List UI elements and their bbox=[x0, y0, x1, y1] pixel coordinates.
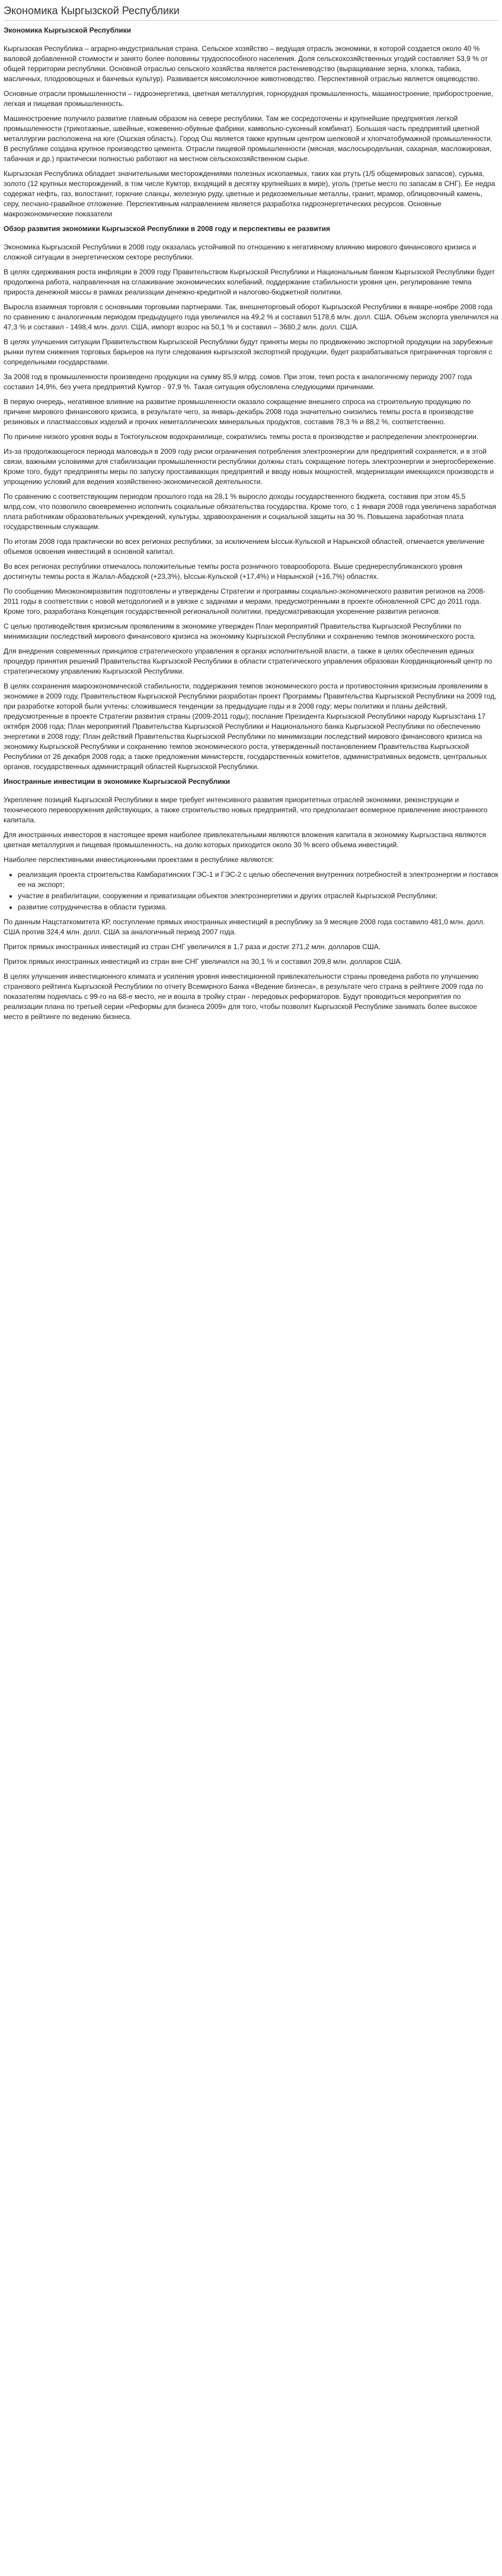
paragraph: Из-за продолжающегося периода маловодья в 2009 году риски ограничения потребления электроэнергии для предприятий сохраняется, и в этой связи, важными условиями для стабилизации промышленности республики должны стать сокращение потерь электроэнергии и энергосбережение. Кроме того, будут предприняты меры по запуску простаивающих предприятий и вводу новых мощностей, модернизации имеющихся производств и упрощению условий для ведения хозяйственно-экономической деятельности. bbox=[4, 447, 496, 486]
paragraph: В целях улучшения инвестиционного климата и усиления уровня инвестиционной привлекательности страны проведена работа по улучшению странового рейтинга Кыргызской Республики по отчету Всемирного Банка «Ведение бизнеса», в результате чего страна в рейтинге 2009 года по показателям поднялась с 99-го на 68-е место, не и вошла в тройку стран - передовых реформаторов. Будут проводиться мероприятия по реализации плана по третьей серии «Реформы для бизнеса 2009» для того, чтобы позволит Кыргызской Республике занимать более высокое место в рейтинге по ведению бизнеса. bbox=[4, 972, 484, 1021]
paragraph: Во всех регионах республики отмечалось положительные темпы роста розничного товарооборота. Выше среднереспубликанского уровня достигнуты темпы роста в Жалал-Абадской (+23,3%), Ыссык-Кульской (+17,4%) и Нарынской (+16,7%) областях. bbox=[4, 562, 463, 581]
paragraph: В целях улучшения ситуации Правительством Кыргызской Республики будут приняты меры по продвижению экспортной продукции на зарубежные рынки путем снижения торговых барьеров на пути следования кыргызской экспортной продукции, будет разрабатываться приграничная торговля с сопредельными государствами. bbox=[4, 338, 493, 366]
list-item: • участие в реабилитации, сооружении и приватизации объектов электроэнергетики и других отраслей Кыргызской Республики; bbox=[18, 891, 498, 901]
paragraph: Укрепление позиций Кыргызской Республики в мире требует интенсивного развития приоритетных отраслей экономики, реконструкции и технического перевооружения действующих, а также строительство новых предприятий, что предполагает всемерное привлечение иностранного капитала. bbox=[4, 796, 488, 824]
paragraph: В целях сохранения макроэкономической стабильности, поддержания темпов экономического роста и противостояния кризисным проявлениям в экономике в 2009 году, Правительством Кыргызской Республики разработан проект Программы Правительства Кыргызской Республики на 2009 год, при разработке которой были учтены: сложившиеся тенденции за предыдущие годы и в 2008 году; меры политики и планы действий, предусмотренные в проекте Стратегии развития страны (2009-2011 годы); послание Президента Кыргызской Республики народу Кыргызстана 17 октября 2008 года; План мероприятий Правительства Кыргызской Республики и Национального банка Кыргызской Республики по обеспечению энергетики в 2008 году; План действий Правительства Кыргызской Республики по минимизации последствий мирового финансового кризиса на экономику Кыргызской Республики и сохранению темпов экономического роста, утвержденный постановлением Правительства Кыргызской Республики от 26 декабря 2008 года; а также предложения министерств, государственных комитетов, административных ведомств, центральных органов, государственных администраций областей Кыргызской Республики. bbox=[4, 682, 497, 771]
paragraph: Выросла взаимная торговля с основными торговыми партнерами. Так, внешнеторговый оборот Кыргызской Республики в январе-ноябре 2008 года по сравнению с аналогичным периодом предыдущего года увеличился на 49,2 % и составил 5178,6 млн. долл. США. Объем экспорта увеличился на 47,3 % и составил - 1498,4 млн. долл. США, импорт возрос на 50,1 % и составил – 3680,2 млн. долл. США. bbox=[4, 303, 498, 331]
section-heading-review: Обзор развития экономики Кыргызской Республики в 2008 году и перспективы ее развития bbox=[4, 225, 331, 233]
paragraph: Кыргызская Республика обладает значительными месторождениями полезных ископаемых, таких как ртуть (1/5 общемировых запасов), сурьма, золото (12 крупных месторождений, в том числе Кумтор, входящий в десятку крупнейших в мире), уголь (третье место по запасам в СНГ). Ее недра содержат нефть, газ, волостанит, горючие сланцы, железную руду, цветные и редкоземельные металлы, гранит, мрамор, облицовочный камень, серу, песчано-гравийное отложение. Перспективным направлением является разработка гидроэнергетических ресурсов. Основные макроэкономические показатели bbox=[4, 169, 495, 218]
paragraph: Основные отрасли промышленности – гидроэнергетика, цветная металлургия, горнорудная промышленность, машиностроение, приборостроение, легкая и пищевая промышленность. bbox=[4, 89, 494, 108]
paragraph: За 2008 год в промышленности произведено продукции на сумму 85,9 млрд. сомов. При этом, темп роста к аналогичному периоду 2007 года составил 14,9%, без учета предприятий Кумтор - 97,9 %. Такая ситуация обусловлена следующими причинами. bbox=[4, 373, 472, 391]
paragraph: Экономика Кыргызской Республики в 2008 году оказалась устойчивой по отношению к негативному влиянию мирового финансового кризиса и сложной ситуации в энергетическом секторе республики. bbox=[4, 243, 477, 261]
list-item: • реализация проекта строительства Камбаратинских ГЭС-1 и ГЭС-2 с целью обеспечения внутренних потребностей в электроэнергии и поставок ее на экспорт; bbox=[18, 870, 498, 890]
paragraph: По сравнению с соответствующим периодом прошлого года на 28,1 % выросло доходы государственного бюджета, составив при этом 45,5 млрд.сом, что позволило своевременно исполнить социальные обязательства государства. Кроме того, с 1 января 2008 года увеличена заработная плата работникам образовательных учреждений, культуры, здравоохранения и социальной защиты на 30 %. Повышена заработная плата государственным служащим. bbox=[4, 492, 496, 531]
paragraph: Для иностранных инвесторов в настоящее время наиболее привлекательными являются вложения капитала в экономику Кыргызстана являются цветная металлургия и пищевая промышленность, на долю которых приходится около 30 % всего объема инвестиций. bbox=[4, 831, 487, 849]
paragraph: По причине низкого уровня воды в Токтогульском водохранилище, сократились темпы роста в производстве и распределении электроэнергии. bbox=[4, 432, 479, 441]
paragraph: Кыргызская Республика – аграрно-индустриальная страна. Сельское хозяйство – ведущая отрасль экономики, в которой создается около 40 % валовой добавленной стоимости и занято более половины трудоспособного населения. Доля сельскохозяйственных угодий составляет 53,9 % от общей территории республики. Основной отраслью сельского хозяйства является растениеводство (выращивание зерна, хлопка, табака, масличных, плодоовощных и бахчевых культур). Развивается мясомолочное животноводство. Перспективной отраслью является овцеводство. bbox=[4, 44, 488, 83]
section-heading-investment: Иностранные инвестиции в экономике Кыргызской Республики bbox=[4, 777, 230, 786]
page-title: Экономика Кыргызской Республики bbox=[4, 5, 180, 17]
section-heading-economy: Экономика Кыргызской Республики bbox=[4, 26, 132, 34]
paragraph: С целью противодействия кризисным проявлениям в экономике утвержден План мероприятий Правительства Кыргызской Республики по минимизации последствий мирового финансового кризиса на экономику Кыргызской Республики и сохранению темпов экономического роста. bbox=[4, 622, 476, 640]
paragraph: Наиболее перспективными инвестиционными проектами в республике являются: bbox=[4, 856, 274, 864]
paragraph: По итогам 2008 года практически во всех регионах республики, за исключением Ыссык-Кульской и Нарынской областей, отмечается увеличение объемов освоения инвестиций в основной капитал. bbox=[4, 537, 485, 556]
paragraph: Для внедрения современных принципов стратегического управления в органах исполнительной власти, а также в целях обеспечения единых процедур принятия решений Правительства Кыргызской Республики в области стратегического управления образован Координационный центр по стратегическому управлению Кыргызской Республики. bbox=[4, 647, 493, 675]
paragraph: Приток прямых иностранных инвестиций из стран СНГ увеличился в 1,7 раза и достиг 271,2 млн. долларов США. bbox=[4, 943, 381, 951]
paragraph: В первую очередь, негативное влияние на развитие промышленности оказало сокращение внешнего спроса на строительную продукцию по причине мирового финансового кризиса, в результате чего, за январь-декабрь 2008 года значительно снизились темпы роста в производстве резиновых и пластмассовых изделий и прочих неметаллических минеральных продуктов, составив 78,3 % и 88,2 %, соответственно. bbox=[4, 398, 474, 426]
investment-projects-list bbox=[4, 870, 498, 912]
title-divider bbox=[4, 20, 498, 21]
paragraph: В целях сдерживания роста инфляции в 2009 году Правительством Кыргызской Республики и Национальным банком Кыргызской Республики будет продолжена работа, направленная на сглаживание экономических колебаний, поддержание стабильности уровня цен, регулирование темпа прироста денежной массы в рамках реализации денежно-кредитной и налогово-бюджетной политики. bbox=[4, 268, 495, 296]
list-item: • развитие сотрудничества в области туризма. bbox=[18, 902, 498, 912]
paragraph: По сообщению Минэкономразвития подготовлены и утверждены Стратегии и программы социально-экономического развития регионов на 2008-2011 годы в соответствии с новой методологией и в увязке с задачами и мерами, предусмотренными в проекте обновленной СРС до 2011 года. Кроме того, разработана Концепция государственной региональной политики, предусматривающая укоренение развития регионов. bbox=[4, 587, 486, 616]
paragraph: Приток прямых иностранных инвестиций из стран вне СНГ увеличился на 30,1 % и составил 209,8 млн. долларов США. bbox=[4, 957, 402, 966]
paragraph: По данным Нацстаткомитета КР, поступление прямых иностранных инвестиций в республику за 9 месяцев 2008 года составило 481,0 млн. долл. США против 324,4 млн. долл. США за аналогичный период 2007 года. bbox=[4, 918, 485, 936]
paragraph: Машиностроение получило развитие главным образом на севере республики. Там же сосредоточены и крупнейшие предприятия легкой промышленности (трикотажные, швейные, кожевенно-обувные фабрики, камвольно-суконный комбинат). Большая часть предприятий цветной металлургии расположена на юге (Ошская область). Город Ош является также крупным центром шелковой и хлопчатобумажной промышленности. В республике создана крупное производство цемента. Отрасли пищевой промышленности (мясная, маслосыродельная, сахарная, масложировая, табачная и др.) практически полностью работают на местном сельскохозяйственном сырье. bbox=[4, 114, 493, 163]
